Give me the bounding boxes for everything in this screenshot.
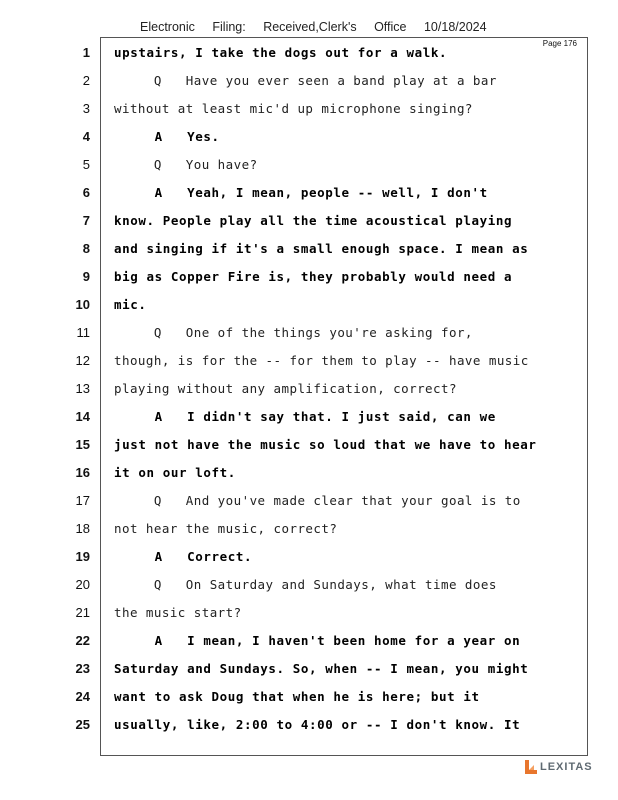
transcript-line: Saturday and Sundays. So, when -- I mean, you might bbox=[114, 661, 529, 676]
header-received: Received,Clerk's bbox=[263, 20, 357, 34]
transcript-line: though, is for the -- for them to play -- have music bbox=[114, 353, 529, 368]
lexitas-mark-icon bbox=[524, 759, 538, 775]
header-date: 10/18/2024 bbox=[423, 20, 487, 34]
line-number: 3 bbox=[82, 101, 90, 116]
transcript-line: A Correct. bbox=[114, 549, 253, 564]
line-number: 22 bbox=[75, 633, 90, 648]
line-number: 13 bbox=[75, 381, 90, 396]
transcript-line: and singing if it's a small enough space. I mean as bbox=[114, 241, 529, 256]
transcript-line: not hear the music, correct? bbox=[114, 521, 338, 536]
line-number: 20 bbox=[75, 577, 90, 592]
transcript-line: know. People play all the time acoustical playing bbox=[114, 213, 513, 228]
line-number: 7 bbox=[82, 213, 90, 228]
line-number: 10 bbox=[75, 297, 90, 312]
transcript-line: usually, like, 2:00 to 4:00 or -- I don't know. It bbox=[114, 717, 521, 732]
header-office: Office bbox=[374, 20, 407, 34]
line-number: 6 bbox=[82, 185, 90, 200]
line-number: 17 bbox=[75, 493, 90, 508]
page-label: Page 176 bbox=[542, 39, 577, 48]
lexitas-logo bbox=[524, 757, 593, 777]
transcript-line: big as Copper Fire is, they probably would need a bbox=[114, 269, 513, 284]
transcript-line: want to ask Doug that when he is here; but it bbox=[114, 689, 480, 704]
line-number: 11 bbox=[76, 325, 90, 340]
transcript-line: it on our loft. bbox=[114, 465, 236, 480]
transcript-line: playing without any amplification, correct? bbox=[114, 381, 457, 396]
line-number: 15 bbox=[75, 437, 90, 452]
line-number: 21 bbox=[75, 605, 90, 620]
transcript-line: Q Have you ever seen a band play at a bar bbox=[114, 73, 497, 88]
transcript-line: A I mean, I haven't been home for a year on bbox=[114, 633, 521, 648]
transcript-line: just not have the music so loud that we have to hear bbox=[114, 437, 537, 452]
line-number: 9 bbox=[82, 269, 90, 284]
transcript-line: without at least mic'd up microphone singing? bbox=[114, 101, 473, 116]
line-number: 23 bbox=[75, 661, 90, 676]
logo-text: LEXITAS bbox=[540, 761, 593, 773]
transcript-line: the music start? bbox=[114, 605, 242, 620]
transcript-line: A I didn't say that. I just said, can we bbox=[114, 409, 496, 424]
line-number: 4 bbox=[82, 129, 90, 144]
line-number: 16 bbox=[75, 465, 90, 480]
line-number: 5 bbox=[82, 157, 90, 172]
line-number: 18 bbox=[75, 521, 90, 536]
transcript-line: A Yeah, I mean, people -- well, I don't bbox=[114, 185, 488, 200]
transcript-line: A Yes. bbox=[114, 129, 220, 144]
filing-header bbox=[140, 20, 501, 36]
line-number: 25 bbox=[75, 717, 90, 732]
line-number: 8 bbox=[82, 241, 90, 256]
header-filing: Filing: bbox=[212, 20, 246, 34]
line-number: 2 bbox=[82, 73, 90, 88]
transcript-frame bbox=[100, 37, 588, 756]
line-number: 1 bbox=[82, 45, 90, 60]
transcript-line: upstairs, I take the dogs out for a walk. bbox=[114, 45, 448, 60]
transcript-line: Q On Saturday and Sundays, what time does bbox=[114, 577, 497, 592]
transcript-line: Q One of the things you're asking for, bbox=[114, 325, 473, 340]
header-electronic: Electronic bbox=[140, 20, 195, 34]
transcript-line: Q And you've made clear that your goal is to bbox=[114, 493, 521, 508]
transcript-line: mic. bbox=[114, 297, 147, 312]
line-number: 19 bbox=[75, 549, 90, 564]
line-number: 12 bbox=[75, 353, 90, 368]
line-number: 24 bbox=[75, 689, 90, 704]
transcript-line: Q You have? bbox=[114, 157, 258, 172]
line-number: 14 bbox=[75, 409, 90, 424]
